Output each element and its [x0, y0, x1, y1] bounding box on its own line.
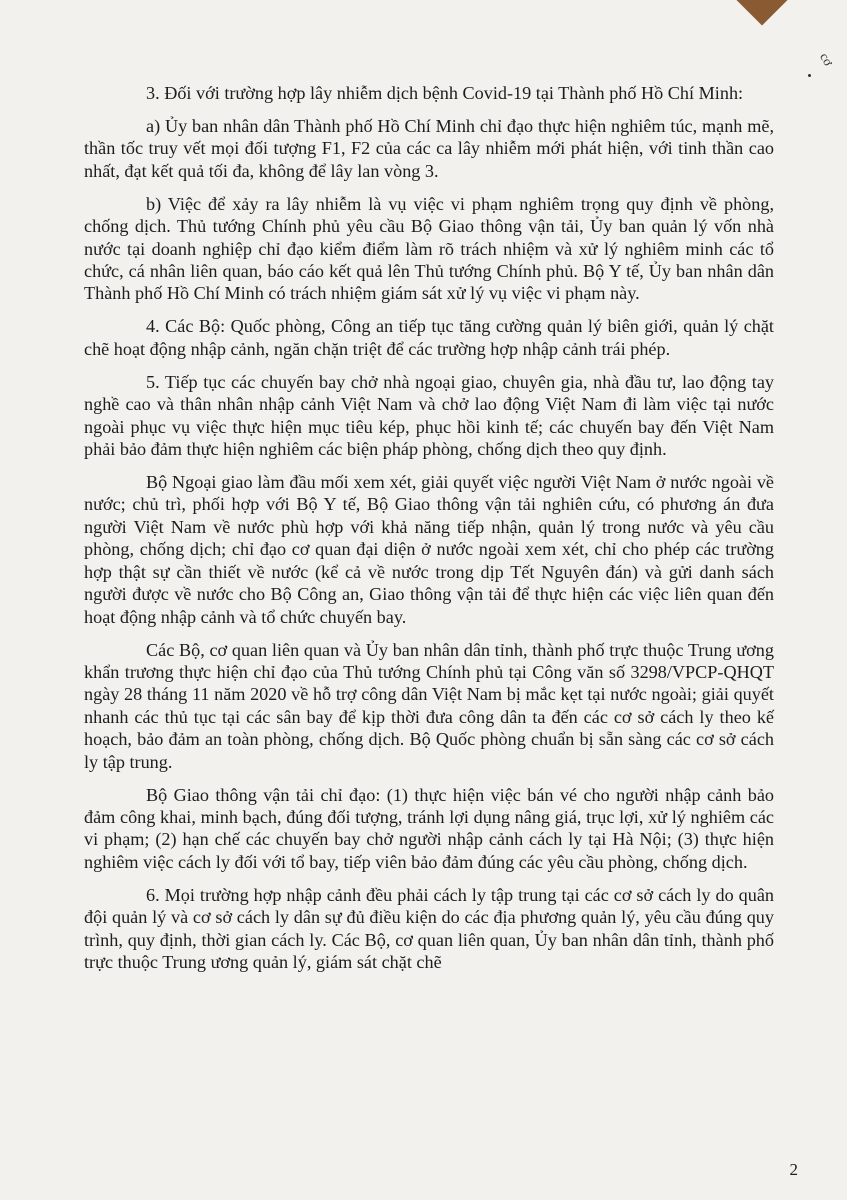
corner-mark — [729, 0, 794, 26]
paragraph-3: 3. Đối với trường hợp lây nhiễm dịch bệnh Covid-19 tại Thành phố Hồ Chí Minh: — [146, 83, 744, 103]
paragraph-5-ministries: Các Bộ, cơ quan liên quan và Ủy ban nhân dân tỉnh, thành phố trực thuộc Trung ương khẩn trương thực hiện chỉ đạo của Thủ tướng Chính phủ tại Công văn số 3298/VPCP-QHQT ngày 28 tháng 11 năm 2020 về hỗ trợ công dân Việt Nam bị mắc kẹt tại nước ngoài; giải quyết nhanh các thủ tục tại các sân bay để kịp thời đưa công dân ta đến các cơ sở cách ly theo kế hoạch, bảo đảm an toàn phòng, chống dịch. Bộ Quốc phòng chuẩn bị sẵn sàng các cơ sở cách ly tập trung. — [84, 639, 774, 772]
stamp-text: cơ — [817, 50, 837, 69]
paragraph-3a: a) Ủy ban nhân dân Thành phố Hồ Chí Minh chỉ đạo thực hiện nghiêm túc, mạnh mẽ, thần tốc truy vết mọi đối tượng F1, F2 của các ca lây nhiễm mới phát hiện, với tinh thần cao nhất, đạt kết quả tối đa, không để lây lan vòng 3. — [84, 116, 774, 181]
paragraph-5-foreign-affairs: Bộ Ngoại giao làm đầu mối xem xét, giải quyết việc người Việt Nam ở nước ngoài về nước; chủ trì, phối hợp với Bộ Y tế, Bộ Giao thông vận tải nghiên cứu, có phương án đưa người Việt Nam về nước phù hợp với khả năng tiếp nhận, quản lý trong nước và yêu cầu phòng, chống dịch; chỉ đạo cơ quan đại diện ở nước ngoài xem xét, chỉ cho phép các trường hợp thật sự cần thiết về nước (kể cả về nước trong dịp Tết Nguyên đán) và gửi danh sách người được về nước cho Bộ Công an, Giao thông vận tải để thực hiện các việc liên quan đến hoạt động nhập cảnh và tổ chức chuyến bay. — [84, 472, 774, 627]
paragraph-3b: b) Việc để xảy ra lây nhiễm là vụ việc vi phạm nghiêm trọng quy định về phòng, chống dịch. Thủ tướng Chính phủ yêu cầu Bộ Giao thông vận tải, Ủy ban quản lý vốn nhà nước tại doanh nghiệp chỉ đạo kiểm điểm làm rõ trách nhiệm và xử lý nghiêm minh các tổ chức, cá nhân liên quan, báo cáo kết quả lên Thủ tướng Chính phủ. Bộ Y tế, Ủy ban nhân dân Thành phố Hồ Chí Minh có trách nhiệm giám sát xử lý vụ việc vi phạm này. — [84, 193, 774, 304]
paragraph-4: 4. Các Bộ: Quốc phòng, Công an tiếp tục tăng cường quản lý biên giới, quản lý chặt chẽ hoạt động nhập cảnh, ngăn chặn triệt để các trường hợp nhập cảnh trái phép. — [84, 316, 774, 359]
document-body — [84, 82, 774, 984]
paragraph-5: 5. Tiếp tục các chuyến bay chở nhà ngoại giao, chuyên gia, nhà đầu tư, lao động tay nghề cao và thân nhân nhập cảnh Việt Nam và chở lao động Việt Nam đi làm việc tại nước ngoài phục vụ việc thực hiện mục tiêu kép, phục hồi kinh tế; các chuyến bay đến Việt Nam phải bảo đảm thực hiện nghiêm các biện pháp phòng, chống dịch theo quy định. — [84, 371, 774, 460]
paragraph-5-transport: Bộ Giao thông vận tải chỉ đạo: (1) thực hiện việc bán vé cho người nhập cảnh bảo đảm công khai, minh bạch, đúng đối tượng, tránh lợi dụng nâng giá, trục lợi, xử lý nghiêm các vi phạm; (2) hạn chế các chuyến bay chở người nhập cảnh cách ly tại Hà Nội; (3) thực hiện nghiêm việc cách ly đối với tổ bay, tiếp viên bảo đảm đúng các yêu cầu phòng, chống dịch. — [84, 784, 774, 872]
dot-mark — [808, 74, 811, 77]
page-number: 2 — [789, 1160, 798, 1179]
paragraph-6: 6. Mọi trường hợp nhập cảnh đều phải cách ly tập trung tại các cơ sở cách ly do quân đội quản lý và cơ sở cách ly dân sự đủ điều kiện do các địa phương quản lý, yêu cầu đúng quy trình, quy định, thời gian cách ly. Các Bộ, cơ quan liên quan, Ủy ban nhân dân tỉnh, thành phố trực thuộc Trung ương quản lý, giám sát chặt chẽ — [84, 884, 774, 972]
